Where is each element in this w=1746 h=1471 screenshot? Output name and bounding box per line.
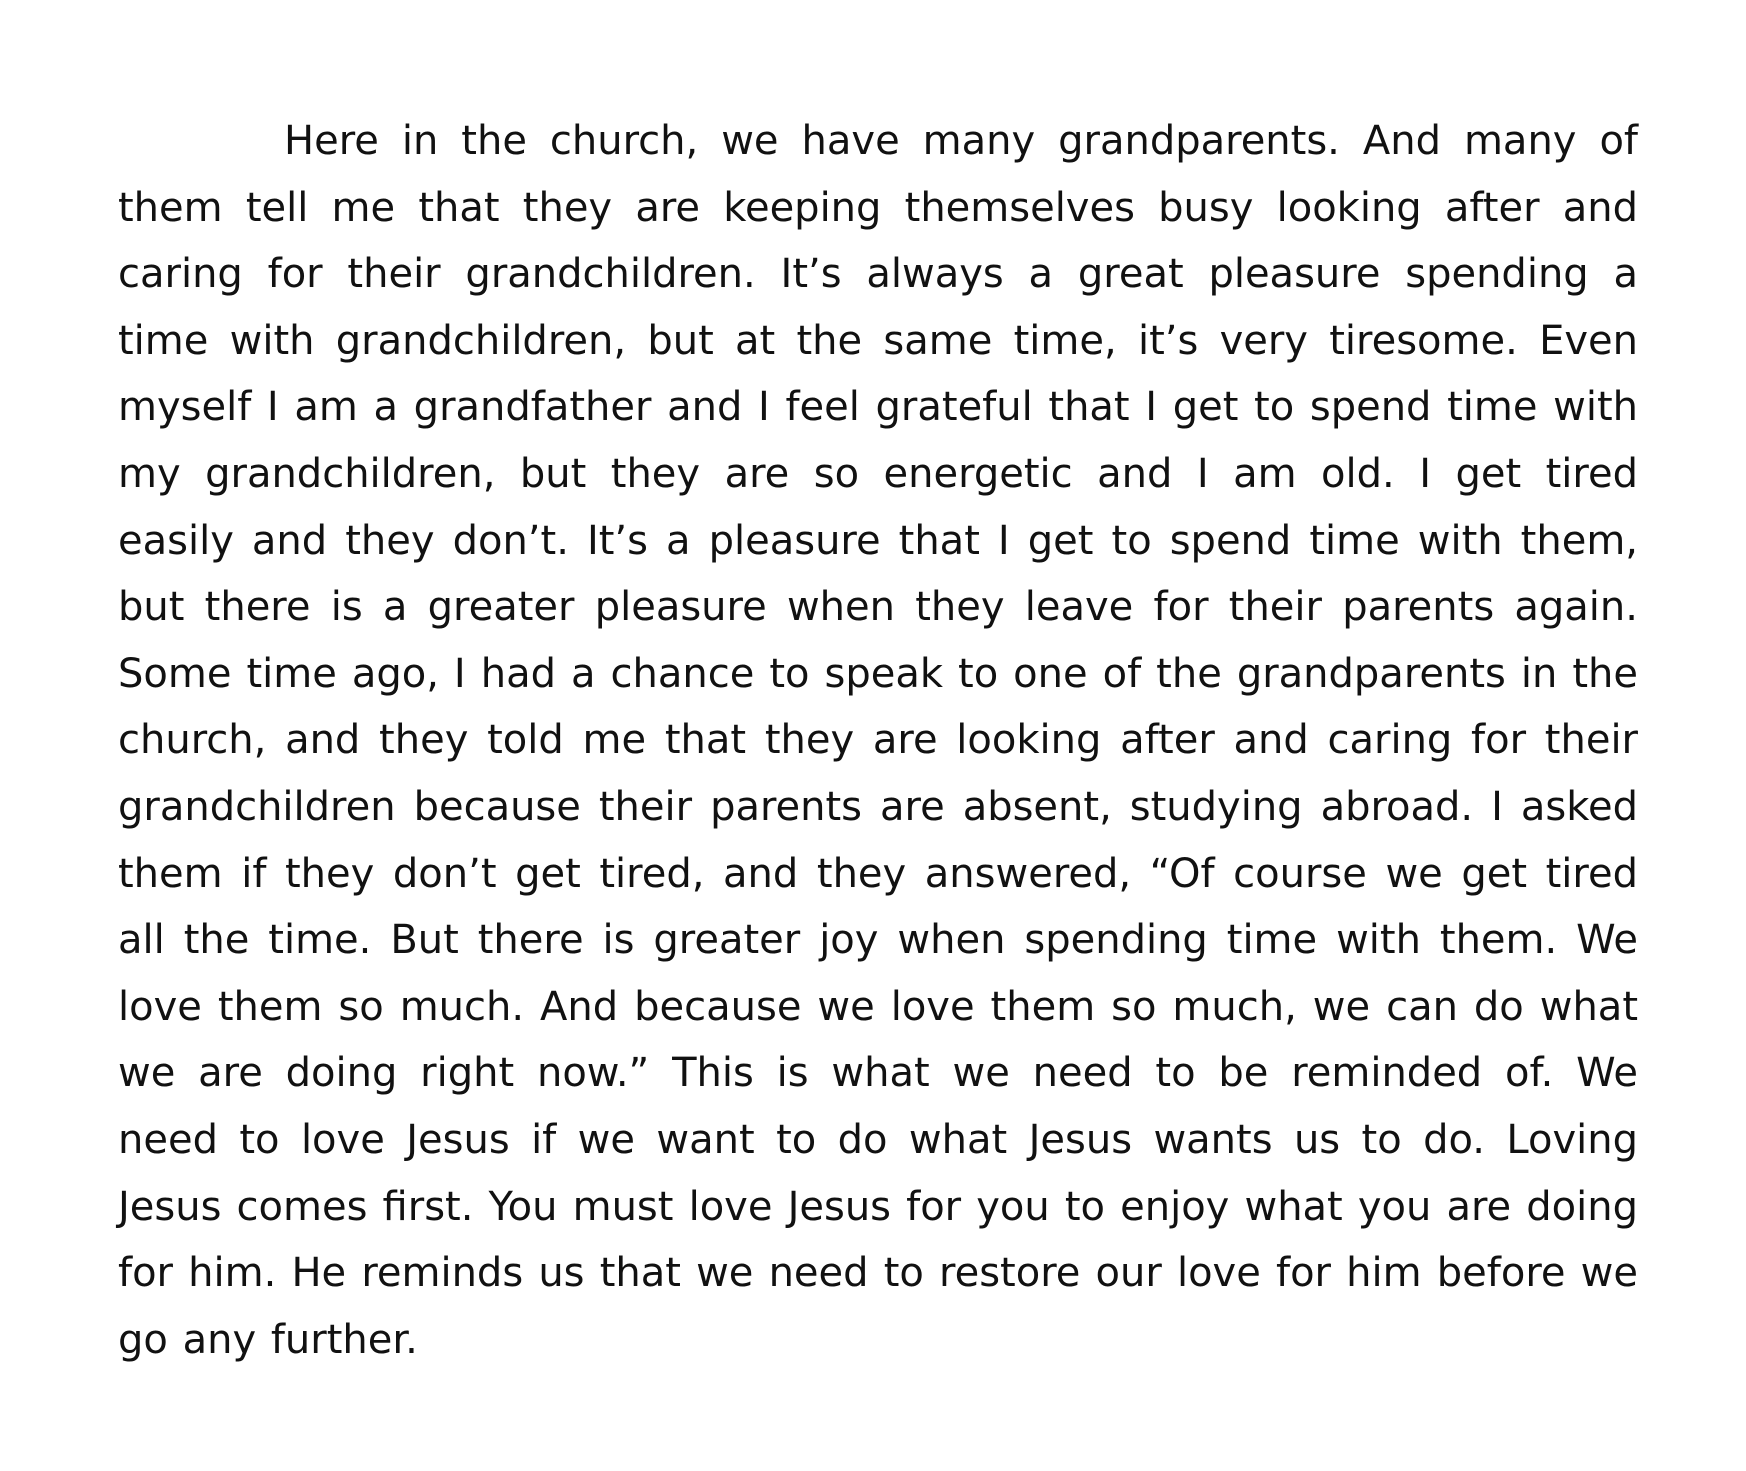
body-paragraph: Here in the church, we have many grandparents. And many of them tell me that they are keeping themselves busy looking after and caring for their grandchildren. It’s always a great pleasure spending a time with grandchildren, but at the same time, it’s very tiresome. Even myself I am a grandfather and I feel grateful that I get to spend time with my grandchildren, but they are so energetic and I am old. I get tired easily and they don’t. It’s a pleasure that I get to spend time with them, but there is a greater pleasure when they leave for their parents again. Some time ago, I had a chance to speak to one of the grandparents in the church, and they told me that they are looking after and caring for their grandchildren because their parents are absent, studying abroad. I asked them if they don’t get tired, and they answered, “Of course we get tired all the time. But there is greater joy when spending time with them. We love them so much. And because we love them so much, we can do what we are doing right now.” This is what we need to be reminded of. We need to love Jesus if we want to do what Jesus wants us to do. Loving Jesus comes first. You must love Jesus for you to enjoy what you are doing for him. He reminds us that we need to restore our love for him before we go any further. <box>118 118 1638 1363</box>
